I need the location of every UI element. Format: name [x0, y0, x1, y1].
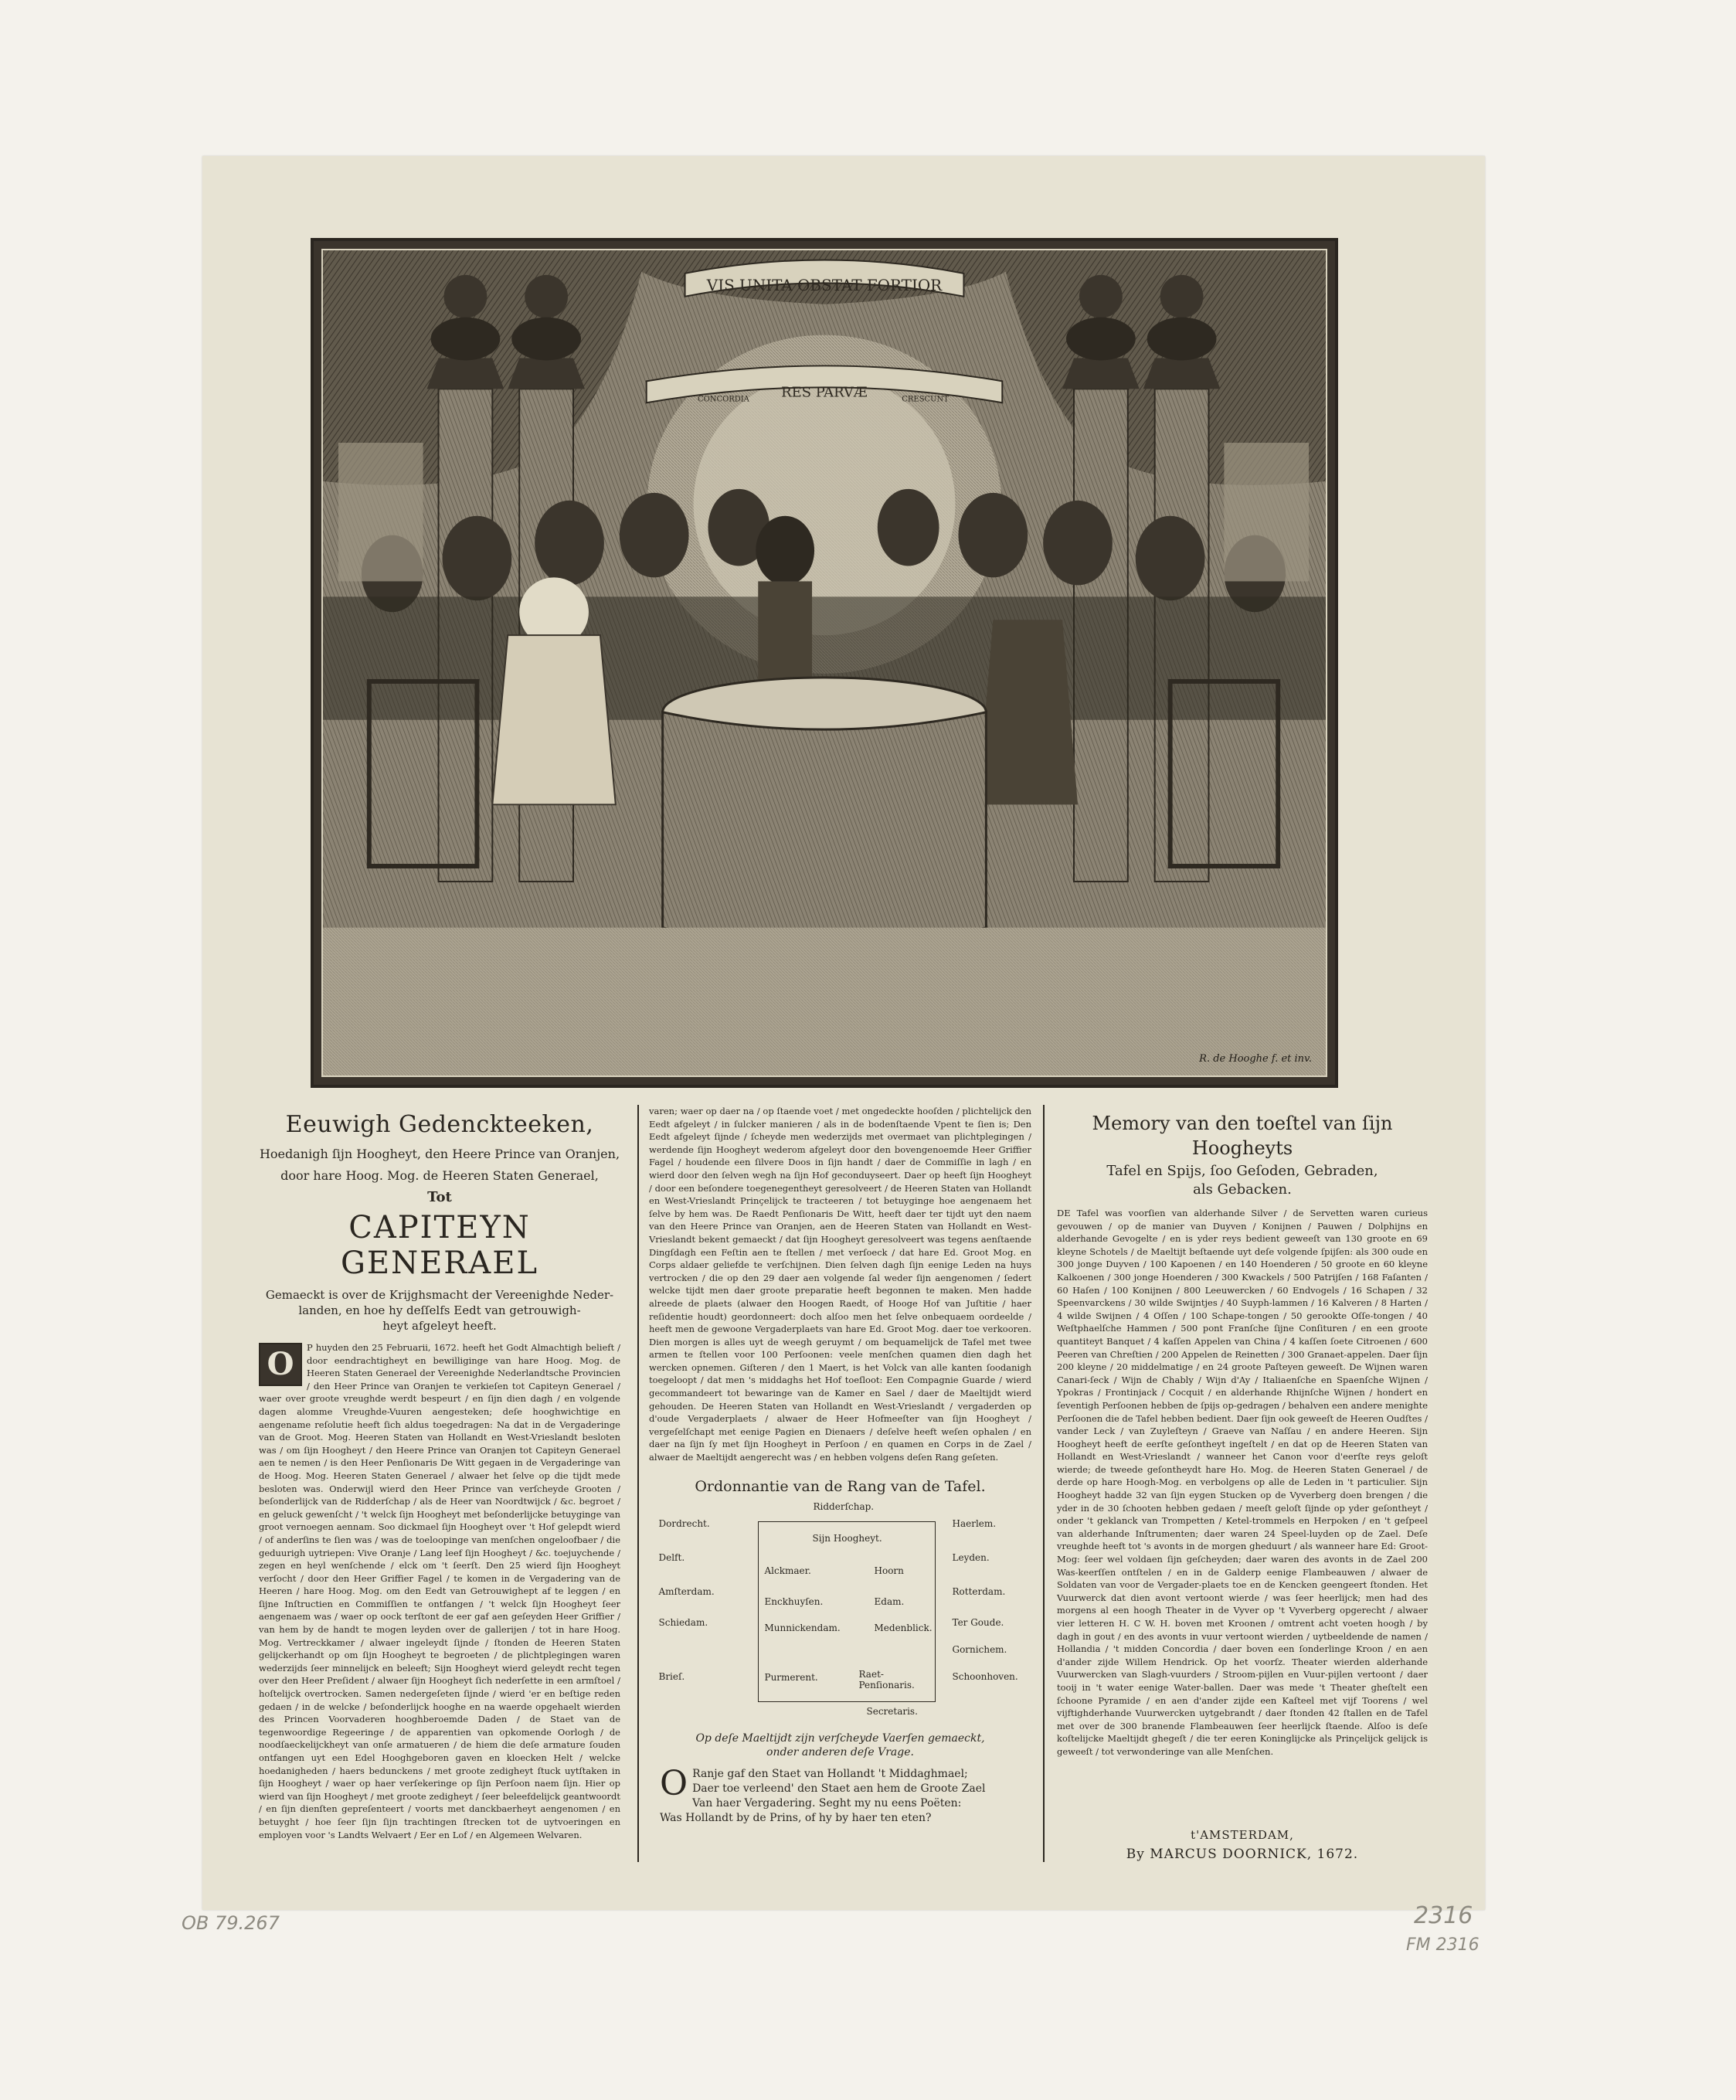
engraver-signature: R. de Hooghe f. et inv.	[1199, 1053, 1312, 1065]
left-title: Eeuwigh Gedenckteeken,	[285, 1111, 594, 1138]
pencil-note-right-1: 2316	[1414, 1902, 1473, 1929]
ordo-left-1: Delft.	[658, 1551, 685, 1563]
ordo-center: Sijn Hoogheyt.	[812, 1532, 882, 1544]
ordo-caption-1: Op deſe Maeltijdt zijn verſcheyde Vaerſen gemaeckt,	[695, 1731, 985, 1745]
ordo-right-0: Haerlem.	[952, 1517, 997, 1529]
ordonnantie-caption	[649, 1731, 1031, 1759]
imprint-publisher: By MARCUS DOORNICK, 1672.	[1126, 1846, 1359, 1862]
banner-top-text: VIS UNITA OBSTAT FORTIOR	[706, 276, 943, 294]
ordo-inner-right-2: Medenblick.	[874, 1622, 933, 1633]
ordo-right-2: Rotterdam.	[952, 1585, 1006, 1597]
right-body: DE Tafel was voorſien van alderhande Silver / de Servetten waren curieus gevouwen / op de manier van Duyven / Konijnen / Pauwen / Dolphijns en alderhande Gevogelte / en is yder reys bedient geweeſt van 130 groote en 69 kleyne Schotels / de Maeltijt beſtaende uyt deſe volgende ſpijſen: als 300 oude en 300 jonge Duyven / 100 Kapoenen / en 140 Hoenderen / 50 groote en 60 kleyne Kalkoenen / 300 jonge Hoenderen / 300 Kwackels / 500 Patrijſen / 168 Faſanten / 60 Haſen / 100 Konijnen / 800 Leeuwercken / 60 Endvogels / 16 Schapen / 32 Speenvarckens / 30 wilde Swijntjes / 40 Suyph-lammen / 16 Kalveren / 8 Harten / 4 wilde Swijnen / 4 Oſſen / 100 Schape-tongen / 50 gerookte Oſſe-tongen / 40 Weſtphaelſche Hammen / 500 pont Franſche ſijne Conſituren / en een groote quantiteyt Banquet / 4 kaſſen Appelen van China / 4 kaſſen ſoete Citroenen / 600 Peeren van Chreſtien / 200 Appelen de Reinetten / 300 Granaet-appelen. Daer ſijn 200 kleyne / 20 middelmatige / en 24 groote Paſteyen geweeſt. De Wijnen waren Canari-ſeck / Wijn de Chably / Wijn d'Ay / Italiaenſche en Spaenſche Wijnen / Ypokras / Frontinjack / Cocquit / en alderhande Rhijnſche Wijnen / hondert en ſeventigh Perſoonen hebben de ſpijs op-gedragen / behalven een andere menighte Perſoonen die de Tafel hebben bedient. Daer ſijn ook geweeſt de Heeren Oudſtes / vander Leck / van Zuyleſteyn / Graeve van Naſſau / en andere Heeren. Sijn Hoogheyt heeft de eerſte geſontheyt ingeſtelt / en dat op de Heeren Staten van Hollandt en West-Vrieslandt / wanneer het Canon voor d'eerſte reys geloſt wierde; de tweede geſontheydt hare Ho. Mog. de Heeren Staten Generael / de derde op hare Hoogh-Mog. en verbolgens op alle de Leden in 't particulier. Sijn Hoogheyt hadde 32 van ſijn eygen Stucken op de Vyverberg doen brengen / die yder in de 30 ſchooten hebben gedaen / meeſt geloſt ſijnde op yder geſontheyt / onder 't geklanck van Trompetten / Ketel-trommels en Herpoken / en 't geſpeel van alderhande Inſtrumenten; daer waren 24 Speel-luyden op de Zael. Deſe vreughde heeft tot 's avonts in de morgen gheduurt / als wanneer hare Ed: Groot-Mog: ſeer wel voldaen ſijn geſcheyden; daer waren des avonts in de Zael 200 Was-keerſſen ontſtelen / en in de Galderp eenige Flambeauwen / alwaer de Soldaten van voor de Vergader-plaets toe en de Kencken geengeert ſtonden. Het Vuurwerck dat dien avont vertoont wierde / was ſeer heerlijck; men had des morgens al een hoogh Theater in de Vyver op 't Vyverberg opgerecht / alwaer vier letteren H. C W. H. boven met Kroonen / omtrent acht voeten hoogh / by dagh in gout / en des avonts in vuur vertoont wierden / uytbeeldende de namen / Hollandia / 't midden Concordia / daer boven een ſonderlinge Kroon / en aen d'ander zijde Willem Hendrick. Op het voorſz. Theater wierden alderhande Vuurwercken van Slagh-vuurders / Stroom-pijlen en Vuur-pijlen vertoont / daer tooij in 't water eenige Water-ballen. Daer was mede 't Theater gheſtelt een ſchoone Pyramide / en aen d'ander zijde een Kaſteel met vijf Toorens / wel vijftighderhande Vuurwercken uytgebrandt / daer ſtonden 42 ſtallen en de Tafel met over de 300 branende Flambeauwen ſeer heerlijck ſtaende. Alſoo is deſe koſtelijcke Maeltijdt ghegeſt / die ter eeren Koninglijcke als Prinçelijck gelijck is geweeſt / tot verwonderinge van alle Menſchen.	[1057, 1208, 1428, 1757]
ordo-inner-right-1: Edam.	[874, 1595, 905, 1607]
poem-line-3: Van haer Vergadering. Seght my nu eens Poëten:	[692, 1796, 962, 1809]
left-desc-3: heyt afgeleyt heeft.	[382, 1319, 497, 1333]
ordo-inner-right-4: Secretaris.	[866, 1705, 918, 1717]
seating-table	[659, 1501, 1022, 1725]
banquet-scene-illustration	[323, 250, 1326, 1075]
ordo-left-2: Amſterdam.	[658, 1585, 715, 1597]
middle-body: varen; waer op daer na / op ſtaende voet / met ongedeckte hooſden / plichtelijck den Eedt afgeleyt / in ſulcker manieren / als in de bodenſtaende Vpent te ſien is; Den Eedt afgeleyt ſijnde / ſcheyde men wederzijds met overmaet van plichtplegingen / werdende ſijn Hoogheyt wederom afgeleyt door den bovengenoemde Heer Griffier Fagel / houdende een ſilvere Doos in ſijn handt / daer de Commiſſie in lagh / en wierd door den ſelven wegh na ſijn Hof geconduyseert. Daer op heeft ſijn Hoogheyt / door een beſondere toegenegentheyt geresolveert / de Heeren Staten van Hollandt en West-Vrieslandt Prinçelijck te tracteeren / tot betuyginge hoe aengenaem het ſelve by hem was. De Raedt Penſionaris De Witt, heeft daer ter tijdt uyt den naem van den Heere Prince van Oranjen, aen de Heeren Staten van Hollandt en West-Vrieslandt bekent gemaeckt / dat ſijn Hoogheyt geresolveert was tegens aenſtaende Dingſdagh een Feſtin aen te ſtellen / met verſoeck / dat hare Ed. Groot Mog. en Corps aldaer geliefde te verſchijnen. Dien ſelven dagh ſijn eenige Leden na huys vertrocken / die op den 29 daer aen volgende ſal weder ſijn aengenomen / ſedert welcke tijdt men daer groote preparatie heeft begonnen te maken. Men hadde alreede de plaets (alwaer den Hoogen Raedt, of Hooge Hof van Juſtitie / haer reſidentie houdt) geordonneert: doch alſoo men het ſelve onbequaem oordeelde / heeft men de gewoone Vergaderplaets van hare Ed. Groot Mog. daer toe verkooren. Dien morgen is alles uyt de weegh geruymt / om bequamelijck de Tafel met twee armen te ſtellen voor 100 Perſoonen: veele menſchen quamen dien dagh het wercken opnemen. Giſteren / den 1 Maert, is het Volck van alle kanten ſoodanigh toegeloopt / dat men 's middaghs het Hof toeſloot: Een Compagnie Guarde / wierd gecommandeert tot bewaringe van de Kamer en Sael / daer de Maeltijdt wierd gehouden. De Heeren Staten van Hollandt en West-Vrieslandt / vergaderden op d'oude Vergaderplaets / alwaer de Heer Hofmeeſter van ſijn Hoogheyt / vergeſelſchapt met eenige Pagien en Dienaers / deſelve heeft weſen ophalen / en daer na ſijn ſy met ſijn Hoogheyt in Perſoon / en quamen en Corps in de Zael / alwaer de Maeltijdt aengerecht was / en hebben volgens deſen Rang geſeten.	[649, 1106, 1031, 1463]
left-subtitle-1: Hoedanigh ſijn Hoogheyt, den Heere Prince van Oranjen,	[259, 1147, 620, 1161]
ordo-inner-left-3: Purmerent.	[764, 1671, 818, 1683]
banner-left-text: CONCORDIA	[697, 395, 749, 404]
ordo-top: Ridderſchap.	[813, 1500, 875, 1512]
right-subtitle-2: als Gebacken.	[1193, 1181, 1292, 1198]
column-divider-right	[1043, 1105, 1045, 1862]
pencil-note-left: OB 79.267	[182, 1912, 280, 1934]
ordonnantie-title: Ordonnantie van de Rang van de Tafel.	[695, 1477, 986, 1495]
ordo-left-3: Schiedam.	[658, 1616, 708, 1628]
right-title: Memory van den toeſtel van ſijn Hoogheyts	[1092, 1113, 1393, 1159]
imprint-place: t'AMSTERDAM,	[1191, 1827, 1294, 1842]
poem-line-4: Was Hollandt by de Prins, of hy by haer ten eten?	[660, 1811, 932, 1824]
right-column	[1057, 1105, 1428, 1862]
left-tot: Tot	[427, 1189, 452, 1205]
poem-line-1: Ranje gaf den Staet van Hollandt 't Middaghmael;	[692, 1767, 968, 1780]
poem	[660, 1763, 1031, 1826]
left-desc-1: Gemaeckt is over de Krijghsmacht der Vereenighde Neder-	[265, 1288, 614, 1302]
banner-right-text: CRESCUNT	[902, 395, 949, 404]
ordo-inner-left-0: Alckmaer.	[764, 1565, 811, 1576]
left-column	[259, 1105, 620, 1841]
ordo-inner-left-2: Munnickendam.	[764, 1622, 841, 1633]
pencil-note-right-2: FM 2316	[1406, 1935, 1480, 1955]
ordo-right-4: Gornichem.	[952, 1643, 1007, 1655]
left-subtitle-2: door hare Hoog. Mog. de Heeren Staten Generael,	[280, 1168, 599, 1183]
ordo-right-5: Schoonhoven.	[952, 1670, 1018, 1682]
left-body	[259, 1341, 620, 1841]
ordo-caption-2: onder anderen deſe Vrage.	[766, 1745, 914, 1758]
left-desc-2: landen, en hoe hy deſſelfs Eedt van getrouwigh-	[298, 1303, 581, 1317]
ordo-inner-right-0: Hoorn	[874, 1565, 904, 1576]
engraving-image	[321, 249, 1327, 1077]
ordo-right-1: Leyden.	[952, 1551, 990, 1563]
left-body-text: P huyden den 25 Februarii, 1672. heeft het Godt Almachtigh belieft / door eendrachtigheyt en bewilliginge van hare Hoog. Mog. de Heeren Staten Generael der Vereenighde Nederlandtsche Provincien / den Heer Prince van Oranjen te verkieſen tot Capiteyn Generael / waer over groote vreughde werdt bespeurt / en ſijn dien dagh / en volgende dagen alomme Vreughde-Vuuren aengesteken; deſe hooghwichtige en aengename reſolutie heeft ſich aldus toegedragen: Na dat in de Vergaderinge van de Groot. Mog. Heeren Staten van Hollandt en West-Vrieslandt besloten was / om ſijn Hoogheyt / den Heere Prince van Oranjen tot Capiteyn Generael aen te nemen / is den Heer Penſionaris De Witt gegaen in de Vergaderinge van de Hoog. Mog. Heeren Staten Generael / alwaer het ſelve op die tijdt mede besloten was. Onderwijl wierd den Heer Prince van verſcheyde Grooten / beſonderlijck van de Ridderſchap / als de Heer van Noordtwijck / &c. begroet / en geluck gewenſcht / 't welck ſijn Hoogheyt met beſonderlijcke betuyginge van groot vernoegen aennam. Soo dickmael ſijn Hoogheyt over 't Hof gelepdt wierd / of anderſins te ſien was / was de toeloopinge van menſchen ongeloofbaer / die geduurigh uytriepen: Vive Oranje / Lang leef ſijn Hoogheyt / &c. toejuychende / zegen en heyl wenſchende / elck om 't ſeerſt. Den 25 wierd ſijn Hoogheyt verſocht / door den Heer Griffier Fagel / te komen in de Vergadering van de Heeren / hare Hoog. Mog. om den Eedt van Getrouwighept af te leggen / en ſijne Inſtructien en Commiſſien te ontfangen / 't welck ſijn Hoogheyt ſeer aengenaem was / waer op oock terſtont de eer gaf aen geſeyden Heer Griffier / van hem by de handt te mogen leyden over de gallerijen / tot in hare Hoog. Mog. Vertreckkamer / alwaer ingeleydt ſijnde / ſtonden de Heeren Staten gelijckerhandt op om ſijn Hoogheyt te begroeten / de plichtplegingen waren wederzijds ſeer minnelijck en beleeft; Sijn Hoogheyt wierd geleydt recht tegen over den Heer Preſident / alwaer ſijn Hoogheyt ſich nederſette in een armſtoel / hoſtelijck overtrocken. Samen nedergeſeten ſijnde / wierd 'er en beſtige reden gedaen / in de welcke / beſonderlijck hooghe en na waerde opgehaelt wierden des Princen Voorvaderen hooghberoemde Daden / de Staet van de tegenwoordige Regeeringe / de apparentien van opkomende Oorlogh / de noodſaeckelijckheyt van onſe armatueren / de hiem die deſe armature ſouden ontfangen uyt een Edel Hooghgeboren gaven en kloecken Helt / welcke hoedanigheden / haers bedunckens / met groote zedigheyt ſtuck uytſtaken in ſijn Hoogheyt / waer op haer verſekeringe op ſijn Perſoon naem ſijn. Hier op wierd van ſijn Hoogheyt / met groote zedigheyt / ſeer beleefdelijck geantwoordt / en ſijn dienſten gepreſenteert / voorts met danckbaerheyt aengenomen / en betuyght / hoe ſeer ſijn ſijn trachtingen ſtrecken tot de uytvoeringen en employen voor 's Landts Welvaert / Eer en Lof / en Algemeen Welvaren.	[259, 1342, 620, 1840]
ordo-inner-left-1: Enckhuyſen.	[764, 1595, 824, 1607]
ordo-right-3: Ter Goude.	[952, 1616, 1004, 1628]
table-outline	[758, 1521, 936, 1717]
poem-line-2: Daer toe verleend' den Staet aen hem de Groote Zael	[692, 1782, 986, 1795]
column-divider-left	[637, 1105, 639, 1862]
middle-column	[649, 1105, 1031, 1826]
right-subtitle-1: Tafel en Spijs, ſoo Geſoden, Gebraden,	[1106, 1163, 1378, 1179]
ordo-left-4: Brieſ.	[658, 1670, 685, 1682]
ordo-inner-right-3: Raet-Penſionaris.	[858, 1668, 915, 1691]
engraving-plate	[311, 238, 1338, 1088]
poem-initial: O	[660, 1763, 688, 1803]
ordo-left-0: Dordrecht.	[658, 1517, 710, 1529]
left-dropcap: O	[259, 1343, 302, 1386]
banner-mid-text: RES PARVÆ	[781, 384, 868, 401]
left-capiteyn-generael: CAPITEYN GENERAEL	[340, 1210, 539, 1281]
